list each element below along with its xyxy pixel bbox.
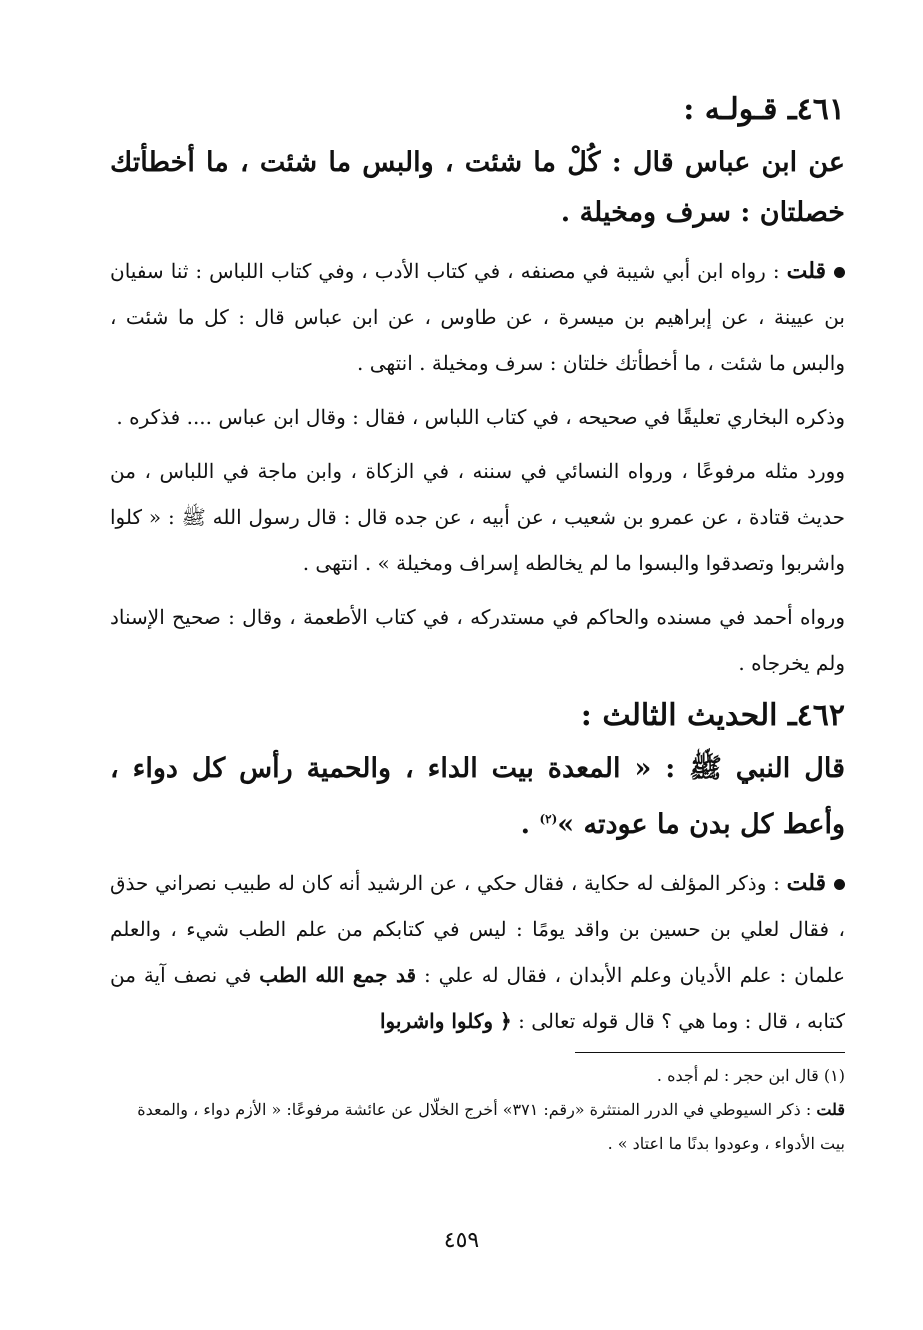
footnote-2 (110, 1093, 845, 1161)
commentary-lead: قلت (786, 258, 826, 284)
quran-verse: ﴿ وكلوا واشربوا (379, 1009, 512, 1033)
commentary-text: : وذكر المؤلف له حكاية ، فقال حكي ، عن الرشيد أنه كان له طبيب نصراني حذق ، فقال لعلي بن حسين بن واقد يومًا : ليس في كتابكم من علم الطب شيء ، والعلم علمان : علم الأديان وعلم الأبدان ، فقال له علي : (110, 871, 846, 987)
commentary-paragraph (110, 248, 845, 386)
commentary-paragraph (110, 860, 845, 1044)
footnote-divider (575, 1052, 845, 1053)
footnote-1: (١) قال ابن حجر : لم أجده . (656, 1066, 845, 1085)
section-461 (110, 88, 845, 686)
footnote-text: : ذكر السيوطي في الدرر المنتثرة «رقم: ٣٧١» أخرج الخلّال عن عائشة مرفوعًا: « الأزم دواء ، والمعدة بيت الأدواء ، وعودوا بدنًا ما اعتاد » . (137, 1100, 845, 1153)
paragraph-marfu: وورد مثله مرفوعًا ، ورواه النسائي في سننه ، في الزكاة ، وابن ماجة في اللباس ، من حديث قتادة ، عن عمرو بن شعيب ، عن أبيه ، عن جده قال : قال رسول الله ﷺ : « كلوا واشربوا وتصدقوا والبسوا ما لم يخالطه إسراف ومخيلة » . انتهى . (110, 459, 845, 575)
commentary-text: : رواه ابن أبي شيبة في مصنفه ، في كتاب الأدب ، وفي كتاب اللباس : ثنا سفيان بن عيينة ، عن إبراهيم بن ميسرة ، عن طاوس ، عن ابن عباس قال : كل ما شئت ، والبس ما شئت ، ما أخطأتك خلتان : سرف ومخيلة . انتهى . (110, 259, 845, 375)
hadith-quote: قال النبي ﷺ : « المعدة بيت الداء ، والحمية رأس كل دواء ، وأعط كل بدن ما عودته » (110, 753, 845, 840)
section-462 (110, 694, 845, 1044)
hadith-text (110, 744, 845, 850)
page-number: ٤٥٩ (443, 1228, 480, 1253)
quoted-saying: عن ابن عباس قال : كُلْ ما شئت ، والبس ما شئت ، ما أخطأتك خصلتان : سرف ومخيلة . (110, 147, 845, 228)
emphasis-text: قد جمع الله الطب (259, 963, 417, 987)
section-heading: ٤٦٢ـ الحديث الثالث : (580, 698, 845, 733)
footnote-lead: قلت (816, 1100, 845, 1119)
section-heading: ٤٦١ـ قـولـه : (683, 92, 845, 127)
paragraph-ahmad: ورواه أحمد في مسنده والحاكم في مستدركه ، في كتاب الأطعمة ، وقال : صحيح الإسناد ولم يخرجاه . (110, 605, 845, 675)
paragraph-bukhari: وذكره البخاري تعليقًا في صحيحه ، في كتاب اللباس ، فقال : وقال ابن عباس .... فذكره . (116, 405, 845, 429)
bullet-dot-icon (834, 267, 845, 278)
commentary-tail: في نصف آية من كتابه ، قال : وما هي ؟ قال قوله تعالى : (110, 963, 845, 1033)
hadith-end: . (520, 809, 531, 840)
bullet-dot-icon (834, 879, 845, 890)
commentary-lead: قلت (786, 870, 826, 896)
footnote-ref: (٢) (539, 812, 558, 826)
